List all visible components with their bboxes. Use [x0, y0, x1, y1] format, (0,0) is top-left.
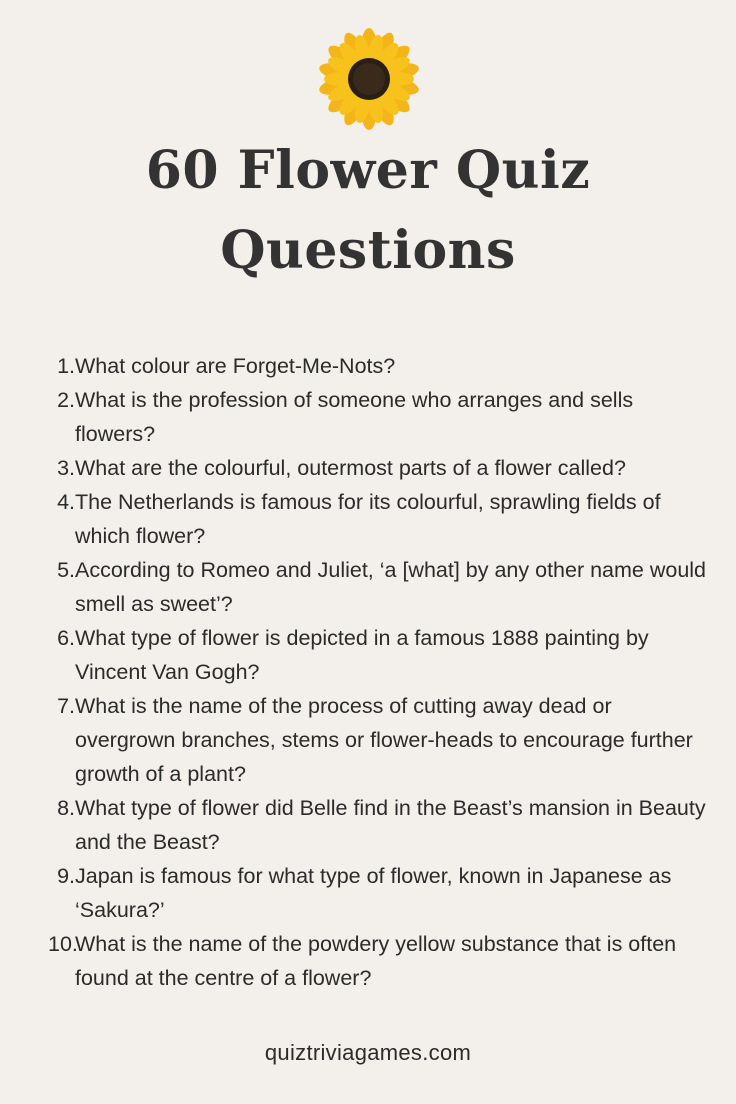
question-text: What are the colourful, outermost parts of a flower called? [75, 456, 626, 480]
question-number: 1. [57, 354, 75, 378]
question-text: What is the name of the process of cutting away dead or overgrown branches, stems or flower-heads to encourage further growth of a plant? [75, 694, 693, 786]
question-text: According to Romeo and Juliet, ‘a [what] by any other name would smell as sweet’? [75, 558, 707, 616]
question-number: 6. [57, 626, 75, 650]
question-number: 9. [57, 864, 75, 888]
question-item [48, 859, 708, 927]
question-number: 2. [57, 388, 75, 412]
question-item [48, 383, 708, 451]
question-number: 7. [57, 694, 75, 718]
sunflower-icon [316, 26, 422, 132]
question-number: 10. [48, 932, 78, 956]
website-url[interactable]: quiztriviagames.com [264, 1040, 472, 1065]
question-text: The Netherlands is famous for its colourful, sprawling fields of which flower? [75, 490, 661, 548]
question-text: Japan is famous for what type of flower, known in Japanese as ‘Sakura?’ [75, 864, 672, 922]
page-title-line-1: 60 Flower Quiz [145, 140, 591, 201]
question-text: What type of flower did Belle find in the Beast’s mansion in Beauty and the Beast? [75, 796, 706, 854]
question-number: 8. [57, 796, 75, 820]
question-number: 3. [57, 456, 75, 480]
question-item [48, 451, 708, 485]
question-list [48, 349, 708, 995]
question-item [48, 553, 708, 621]
question-text: What is the name of the powdery yellow substance that is often found at the centre of a flower? [75, 932, 677, 990]
question-item [48, 621, 708, 689]
question-text: What is the profession of someone who arranges and sells flowers? [75, 388, 634, 446]
question-item [48, 689, 708, 791]
question-number: 5. [57, 558, 75, 582]
question-text: What type of flower is depicted in a famous 1888 painting by Vincent Van Gogh? [75, 626, 649, 684]
question-text: What colour are Forget-Me-Nots? [75, 354, 396, 378]
question-item [48, 927, 708, 995]
question-number: 4. [57, 490, 75, 514]
page-title-line-2: Questions [220, 220, 516, 281]
question-item [48, 349, 708, 383]
question-item [48, 791, 708, 859]
question-item [48, 485, 708, 553]
